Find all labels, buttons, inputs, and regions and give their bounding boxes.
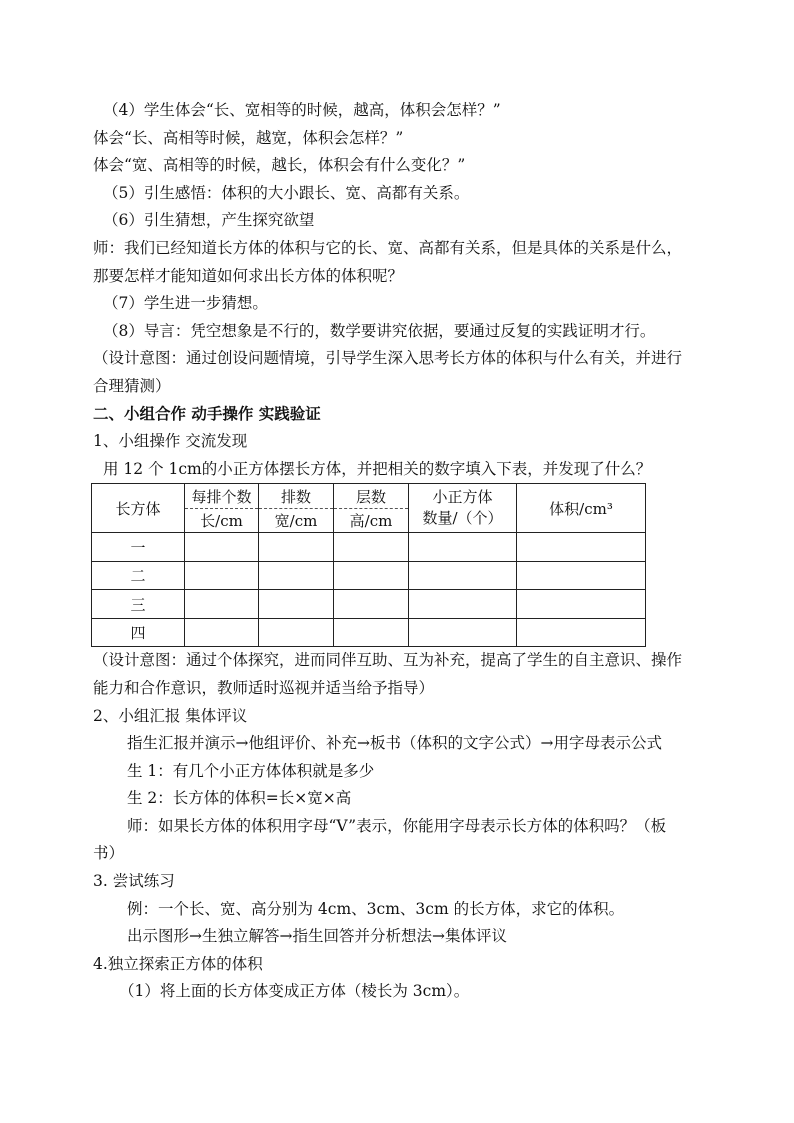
header-count-line1: 小正方体 bbox=[432, 488, 493, 507]
table-row bbox=[92, 533, 646, 562]
data-table bbox=[91, 483, 646, 647]
text-line: 生 1：有几个小正方体体积就是多少 bbox=[127, 761, 375, 780]
text-line: （6）引生猜想，产生探究欲望 bbox=[103, 211, 315, 230]
text-line: 合理猜测） bbox=[93, 376, 171, 395]
table-cell[interactable] bbox=[409, 561, 517, 590]
table-cell[interactable] bbox=[185, 533, 259, 562]
row-label: 二 bbox=[92, 561, 185, 590]
text-line: 生 2：长方体的体积=长×宽×高 bbox=[127, 789, 352, 808]
document-page bbox=[93, 97, 713, 1006]
table-cell[interactable] bbox=[517, 561, 646, 590]
header-layers-label: 层数 bbox=[334, 484, 408, 509]
table-cell[interactable] bbox=[517, 533, 646, 562]
header-cuboid: 长方体 bbox=[92, 484, 185, 533]
table-cell[interactable] bbox=[185, 561, 259, 590]
header-per-row bbox=[185, 484, 259, 533]
text-line: 例：一个长、宽、高分别为 4cm、3cm、3cm 的长方体，求它的体积。 bbox=[127, 899, 625, 918]
table-cell[interactable] bbox=[259, 561, 334, 590]
table-cell[interactable] bbox=[259, 618, 334, 647]
header-per-row-label: 每排个数 bbox=[185, 484, 258, 509]
header-rows bbox=[259, 484, 334, 533]
header-count bbox=[409, 484, 517, 533]
text-line: 用 12 个 1cm的小正方体摆长方体，并把相关的数字填入下表，并发现了什么？ bbox=[103, 459, 652, 478]
table-row bbox=[92, 618, 646, 647]
table-cell[interactable] bbox=[409, 590, 517, 619]
table-cell[interactable] bbox=[409, 618, 517, 647]
table-cell[interactable] bbox=[517, 590, 646, 619]
table-header-row bbox=[92, 484, 646, 533]
section-heading: 二、小组合作 动手操作 实践验证 bbox=[93, 404, 321, 423]
text-line: （设计意图：通过创设问题情境，引导学生深入思考长方体的体积与什么有关，并进行 bbox=[93, 349, 683, 368]
table-cell[interactable] bbox=[334, 590, 409, 619]
row-label: 一 bbox=[92, 533, 185, 562]
header-height-unit: 高/cm bbox=[349, 512, 393, 531]
text-line: （4）学生体会“长、宽相等的时候，越高，体积会怎样？” bbox=[103, 101, 501, 119]
text-line: 师：我们已经知道长方体的体积与它的长、宽、高都有关系，但是具体的关系是什么， bbox=[93, 238, 683, 257]
header-volume: 体积/cm³ bbox=[517, 484, 646, 533]
text-line: 能力和合作意识，教师适时巡视并适当给予指导） bbox=[93, 678, 435, 697]
text-line: 体会“宽、高相等的时候，越长，体积会有什么变化？” bbox=[93, 156, 466, 175]
row-label: 四 bbox=[92, 618, 185, 647]
text-line: 那要怎样才能知道如何求出长方体的体积呢？ bbox=[93, 266, 404, 285]
header-count-line2: 数量/（个） bbox=[422, 509, 503, 528]
table-cell[interactable] bbox=[334, 533, 409, 562]
table-cell[interactable] bbox=[334, 618, 409, 647]
table-cell[interactable] bbox=[517, 618, 646, 647]
table-cell[interactable] bbox=[185, 618, 259, 647]
text-line: 出示图形→生独立解答→指生回答并分析想法→集体评议 bbox=[127, 927, 507, 946]
table-cell[interactable] bbox=[409, 533, 517, 562]
table-cell[interactable] bbox=[334, 561, 409, 590]
subsection-heading: 1、小组操作 交流发现 bbox=[93, 432, 248, 451]
text-line: 指生汇报并演示→他组评价、补充→板书（体积的文字公式）→用字母表示公式 bbox=[127, 734, 662, 753]
header-length-unit: 长/cm bbox=[200, 512, 243, 531]
subsection-heading: 4.独立探索正方体的体积 bbox=[93, 954, 263, 973]
text-line: 书） bbox=[93, 844, 125, 863]
table-cell[interactable] bbox=[185, 590, 259, 619]
table-row bbox=[92, 561, 646, 590]
text-line: （设计意图：通过个体探究，进而同伴互助、互为补充，提高了学生的自主意识、操作 bbox=[93, 651, 683, 670]
text-line: （1）将上面的长方体变成正方体（棱长为 3cm）。 bbox=[119, 982, 470, 1001]
row-label: 三 bbox=[92, 590, 185, 619]
text-line: 师：如果长方体的体积用字母“V”表示，你能用字母表示长方体的体积吗？（板 bbox=[127, 816, 667, 835]
header-layers bbox=[334, 484, 409, 533]
subsection-heading: 3. 尝试练习 bbox=[93, 872, 175, 891]
table-cell[interactable] bbox=[259, 533, 334, 562]
text-line: （5）引生感悟：体积的大小跟长、宽、高都有关系。 bbox=[103, 183, 470, 202]
table-cell[interactable] bbox=[259, 590, 334, 619]
text-line: （8）导言：凭空想象是不行的，数学要讲究依据，要通过反复的实践证明才行。 bbox=[103, 321, 656, 340]
header-rows-label: 排数 bbox=[259, 484, 333, 509]
text-line: 体会“长、高相等时候，越宽，体积会怎样？” bbox=[93, 128, 404, 147]
text-line: （7）学生进一步猜想。 bbox=[103, 294, 268, 313]
table-row bbox=[92, 590, 646, 619]
subsection-heading: 2、小组汇报 集体评议 bbox=[93, 706, 248, 725]
header-width-unit: 宽/cm bbox=[274, 512, 318, 531]
